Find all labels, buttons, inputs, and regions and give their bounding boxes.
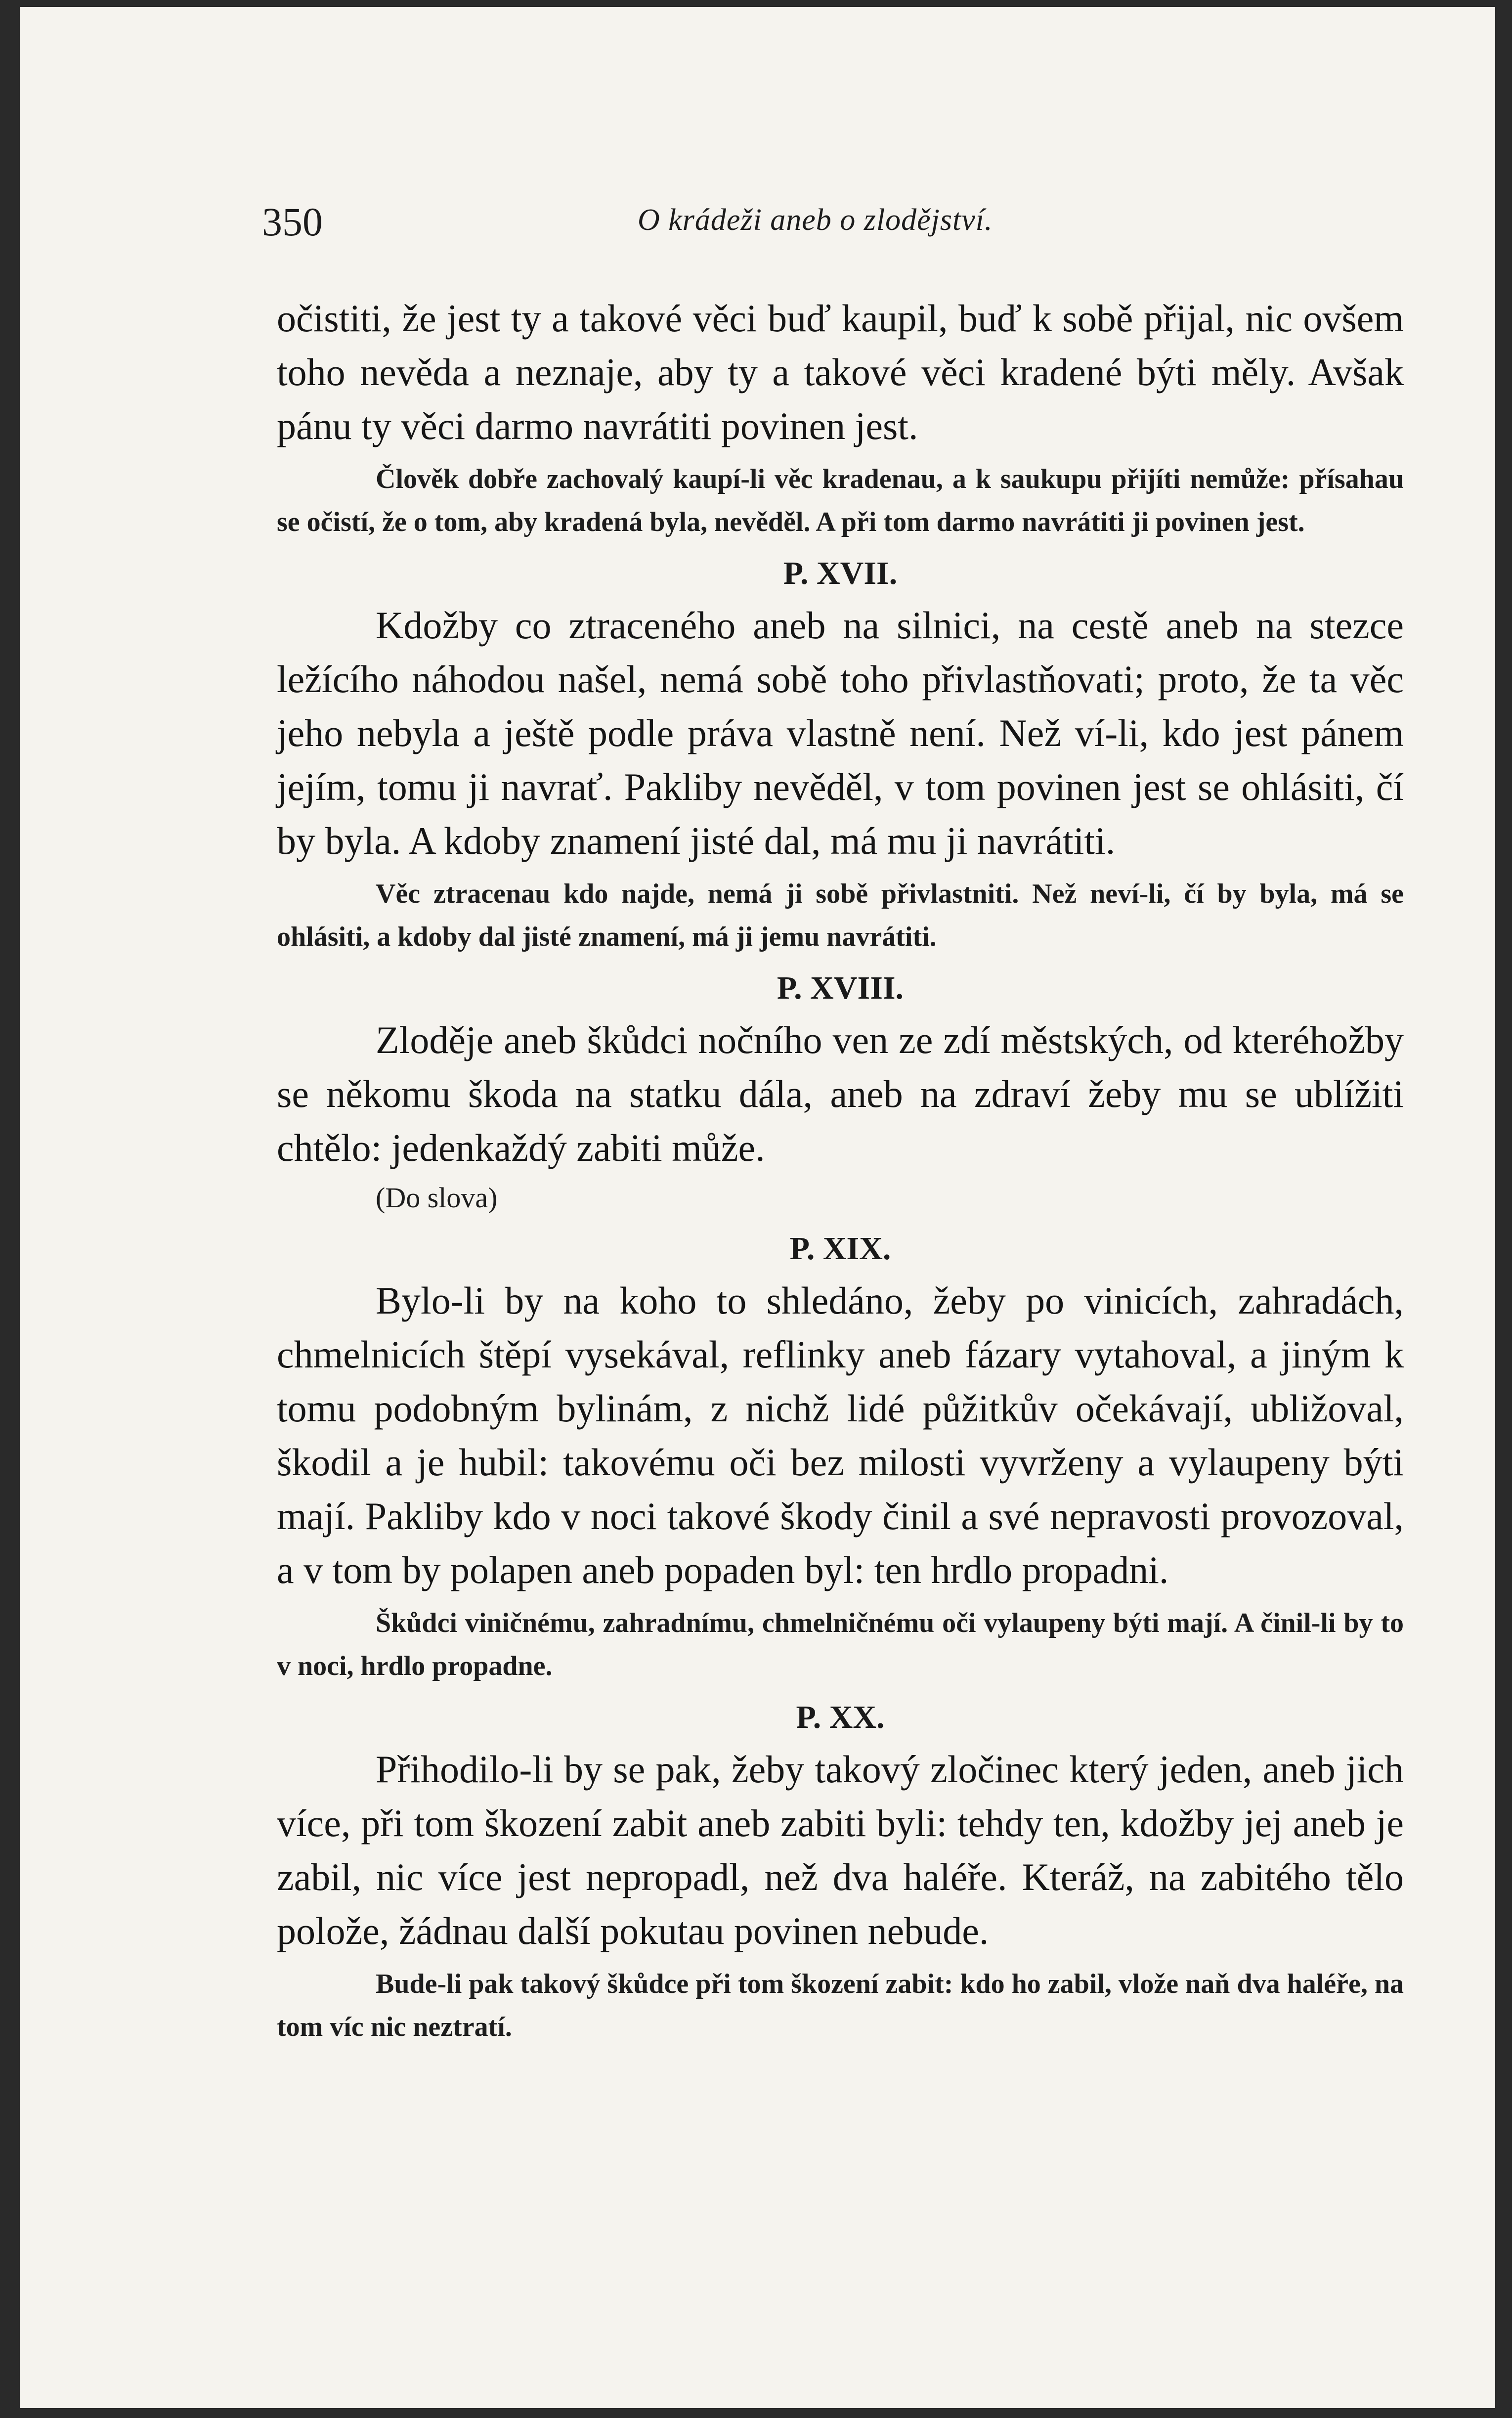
section-gloss-xix: Škůdci viničnému, zahradnímu, chmelničnému oči vylaupeny býti mají. A činil-li by to v noci, hrdlo propadne.: [277, 1608, 1404, 1681]
section-text-xix: Bylo-li by na koho to shledáno, žeby po vinicích, zahradách, chmelnicích štěpí vysekával, reflinky aneb fázary vytahoval, a jiným k tomu podobným bylinám, z nichž lidé půžitkův očekávají, ubližoval, škodil a je hubil: takovému oči bez milosti vyvrženy a vylaupeny býti mají. Pakliby kdo v noci takové škody činil a své nepravosti provozoval, a v tom by polapen aneb popaden byl: ten hrdlo propadni.: [277, 1279, 1404, 1591]
section-heading-xx: P. XX.: [796, 1699, 885, 1735]
page-content: [277, 291, 1404, 2049]
section-text-xviii: Zloděje aneb škůdci nočního ven ze zdí městských, od kteréhožby se někomu škoda na statku dála, aneb na zdraví žeby mu se ublížiti chtělo: jedenkaždý zabiti může.: [277, 1018, 1404, 1169]
running-head: [262, 199, 1399, 253]
page-number: 350: [262, 199, 323, 244]
section-note-xviii: (Do slova): [376, 1182, 498, 1214]
continuation-paragraph: očistiti, že jest ty a takové věci buď kaupil, buď k sobě přijal, nic ovšem toho nevěda a neznaje, aby ty a takové věci kradené býti měly. Avšak pánu ty věci darmo navrátiti povinen jest.: [277, 297, 1404, 447]
section-gloss-xvii: Věc ztracenau kdo najde, nemá ji sobě přivlastniti. Než neví-li, čí by byla, má se ohlásiti, a kdoby dal jisté znamení, má ji jemu navrátiti.: [277, 879, 1404, 952]
section-text-xvii: Kdožby co ztraceného aneb na silnici, na cestě aneb na stezce ležícího náhodou našel, nemá sobě toho přivlastňovati; proto, že ta věc jeho nebyla a ještě podle práva vlastně není. Než ví-li, kdo jest pánem jejím, tomu ji navrať. Pakliby nevěděl, v tom povinen jest se ohlásiti, čí by byla. A kdoby znamení jisté dal, má mu ji navrátiti.: [277, 604, 1404, 862]
continuation-gloss: Člověk dobře zachovalý kaupí-li věc kradenau, a k saukupu přijíti nemůže: přísahau se očistí, že o tom, aby kradená byla, nevěděl. A při tom darmo navrátiti ji povinen jest.: [277, 464, 1404, 537]
section-gloss-xx: Bude-li pak takový škůdce při tom škození zabit: kdo ho zabil, vlože naň dva haléře, na tom víc nic neztratí.: [277, 1969, 1404, 2042]
section-heading-xix: P. XIX.: [789, 1231, 891, 1267]
section-heading-xviii: P. XVIII.: [777, 970, 904, 1006]
section-text-xx: Přihodilo-li by se pak, žeby takový zločinec který jeden, aneb jich více, při tom škození zabit aneb zabiti byli: tehdy ten, kdožby jej aneb je zabil, nic více jest nepropadl, než dva haléře. Kteráž, na zabitého tělo polože, žádnau další pokutau povinen nebude.: [277, 1748, 1404, 1952]
section-heading-xvii: P. XVII.: [783, 555, 898, 591]
running-title: O krádeži aneb o zlodějství.: [638, 203, 993, 237]
